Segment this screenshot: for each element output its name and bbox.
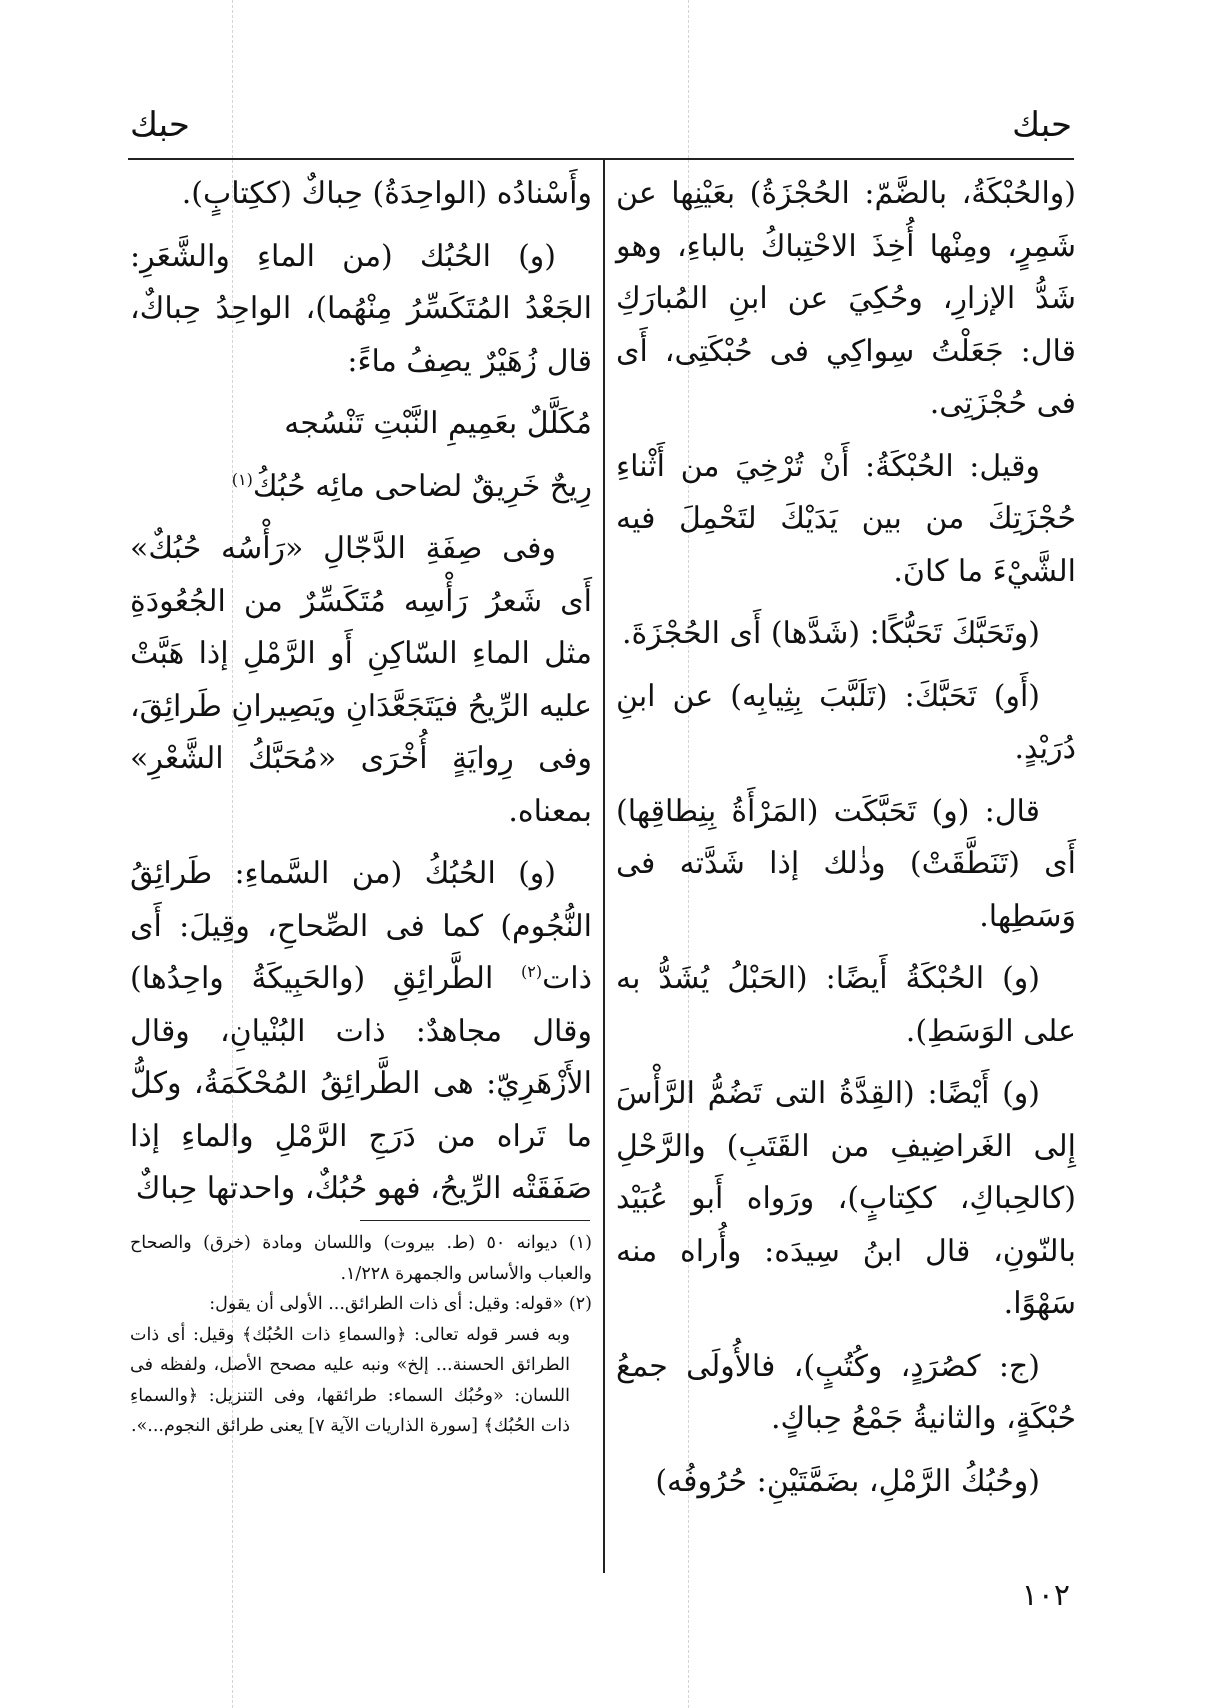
footnote-2: (٢) «قوله: وقيل: أى ذات الطرائق... الأولى أن يقول: (209, 1294, 592, 1314)
entry-paragraph: (والحُبْكَةُ، بالضَّمّ: الحُجْزَةُ) بعَيْنِها عن شَمِرٍ، ومِنْها أُخِذَ الاحْتِباكُ بالباءِ، وهو شَدُّ الإزارِ، وحُكِيَ عن ابنِ المُبارَكِ قال: جَعَلْتُ سِواكِي فى حُبْكَتِى، أَى فى حُجْزَتِى. (616, 176, 1076, 421)
footnotes (130, 1228, 592, 1442)
poem-verse-line (130, 461, 592, 514)
entry-paragraph: وفى صِفَةِ الدَّجّالِ «رَأْسُه حُبُكٌ» أَى شَعرُ رَأْسِه مُتَكَسِّرٌ من الجُعُودَةِ مثل الماءِ السّاكِنِ أَو الرَّمْلِ إذا هَبَّتْ عليه الرِّيحُ فيَتَجَعَّدَانِ ويَصِيرانِ طَرائِقَ، وفى رِوايَةٍ أُخْرَى «مُحَبَّكُ الشَّعْرِ» بمعناه. (130, 531, 592, 829)
entry-text: الطَّرائِقِ (والحَبِيكَةُ واحِدُها) وقال مجاهدٌ: ذات البُنْيانِ، وقال الأَزْهَرِيّ: هى الطَّرائِقُ المُحْكَمَةُ، وكلُّ ما تَراه من دَرَجِ الرَّمْلِ والماءِ إذا صَفَقَتْه الرِّيحُ، فهو حُبُكٌ، واحدتها حِباكٌ (130, 961, 592, 1206)
entry-paragraph: (وتَحَبَّكَ تَحَبُّكًا: (شَدَّها) أَى الحُجْزَةَ. (621, 616, 1040, 651)
entry-paragraph: (أَو) تَحَبَّكَ: (تَلَبَّبَ بِثِيابِه) عن ابنِ دُرَيْدٍ. (616, 678, 1076, 766)
footnote-marker: (١) (231, 469, 253, 489)
entry-text: (و) الحُبُكُ (من السَّماءِ: طَرائِقُ النُّجُوم) كما فى الصِّحاحِ، وقِيلَ: أَى ذات (130, 856, 592, 996)
verse-text: رِيحٌ خَرِيقٌ لضاحى مائِه حُبُكُ (252, 468, 592, 504)
entry-paragraph (130, 848, 592, 1216)
entry-paragraph: وأَسْنادُه (الواحِدَةُ) حِباكٌ (ككِتابٍ). (181, 176, 592, 211)
running-head-left: حبك (130, 105, 190, 145)
right-column (616, 168, 1076, 1518)
footnote-marker: (٢) (520, 962, 543, 981)
running-head-right: حبك (1012, 105, 1072, 145)
page-number: ١٠٢ (1021, 1578, 1070, 1613)
header-rule (128, 158, 1074, 160)
left-column (130, 168, 592, 1226)
entry-paragraph: (و) الحُبْكَةُ أَيضًا: (الحَبْلُ يُشَدُّ به على الوَسَطِ). (616, 961, 1076, 1049)
poem-verse-line: مُكَلَّلٌ بعَمِيمِ النَّبْتِ تَنْسُجه (284, 406, 592, 441)
footnote-1: (١) ديوانه ٥٠ (ط. بيروت) واللسان ومادة (خرق) والصحاح والعباب والأساس والجمهرة ١/٢٢٨. (130, 1233, 592, 1284)
footnote-2-continuation: وبه فسر قوله تعالى: ﴿والسماءِ ذات الحُبُك﴾ وقيل: أى ذات الطرائق الحسنة... إلخ» ونبه عليه مصحح الأصل، ولفظه فى اللسان: «وحُبُك السماء: طرائقها، وفى التنزيل: ﴿والسماءِ ذات الحُبُك﴾ [سورة الذاريات الآية ٧] يعنى طرائق النجوم...». (130, 1324, 570, 1436)
entry-paragraph: (وحُبُكُ الرَّمْلِ، بضَمَّتَيْنِ: حُرُوفُه) (655, 1463, 1040, 1499)
footnote-rule (360, 1220, 590, 1221)
entry-paragraph: قال: (و) تَحَبَّكَت (المَرْأَةُ بِنِطاقِها) أَى (تَنَطَّقَتْ) وذٰلك إذا شَدَّته فى وَسَطِها. (616, 793, 1076, 934)
entry-paragraph: (ج: كصُرَدٍ، وكُتُبٍ)، فالأُولَى جمعُ حُبْكَةٍ، والثانيةُ جَمْعُ حِباكٍ. (616, 1348, 1076, 1436)
column-divider (603, 158, 605, 1573)
entry-paragraph: (و) الحُبُك (من الماءِ والشَّعَرِ: الجَعْدُ المُتَكَسِّرُ مِنْهُما)، الواحِدُ حِباكٌ، قال زُهَيْرٌ يصِفُ ماءً: (130, 238, 592, 379)
entry-paragraph: وقيل: الحُبْكَةُ: أَنْ تُرْخِيَ من أَثْناءِ حُجْزَتِكَ من بين يَدَيْكَ لتَحْمِلَ فيه الشَّيْءَ ما كانَ. (616, 448, 1076, 589)
entry-paragraph: (و) أَيْضًا: (القِدَّةُ التى تَضُمُّ الرَّأْسَ إِلى الغَراضِيفِ من القَتَبِ) والرَّحْلِ (كالحِباكِ، ككِتابٍ)، ورَواه أَبو عُبَيْد بالنّونِ، قال ابنُ سِيدَه: وأُراه منه سَهْوًا. (616, 1076, 1076, 1321)
